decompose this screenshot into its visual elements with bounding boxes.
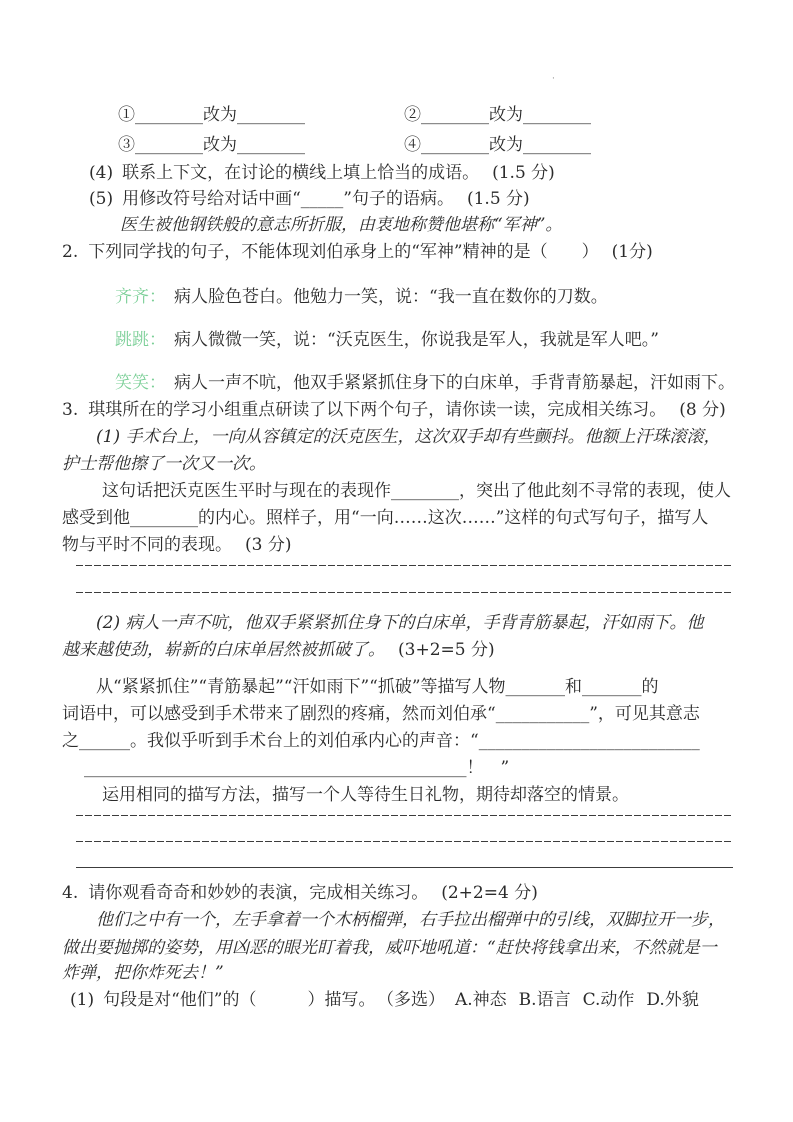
- choice-b: B.语言: [518, 990, 571, 1010]
- question-3-text: 琪琪所在的学习小组重点研读了以下两个句子，请你读一读，完成相关练习。: [88, 400, 667, 420]
- speaker-name-qiqi: 齐齐：: [115, 287, 166, 307]
- stray-mark: ·: [552, 74, 555, 84]
- sub-question-1: [62, 987, 733, 1014]
- choice-d: D.外貌: [646, 990, 699, 1010]
- analysis-1-line-1: 这句话把沃克医生平时与现在的表现作________，突出了他此刻不寻常的表现，使人: [102, 481, 731, 501]
- question-3-score: (8 分): [679, 400, 726, 420]
- choice-c: C.动作: [582, 990, 635, 1010]
- analysis-1-line-3: [62, 532, 733, 559]
- writing-task: 运用相同的描写方法，描写一个人等待生日礼物，期待却落空的情景。: [102, 785, 629, 805]
- analysis-1-score: (3 分): [245, 535, 292, 555]
- speaker-text-tiaotiao: 病人微微一笑，说：“沃克医生，你说我是军人，我就是军人吧。”: [174, 330, 659, 350]
- answer-line: [76, 842, 733, 868]
- item-5-text: 用修改符号给对话中画“_____”句子的语病。: [122, 189, 454, 209]
- question-2-score: (1分): [611, 242, 653, 262]
- exercise-item-5: [62, 186, 733, 212]
- passage-4-line-2: 做出要抛掷的姿势，用凶恶的眼光盯着我，威吓地吼道：“赶快将钱拿出来，不然就是一: [62, 938, 717, 958]
- speaker-option-xiaoxiao: [62, 370, 733, 397]
- question-3-stem: [62, 397, 733, 424]
- speaker-option-tiaotiao: [62, 327, 733, 354]
- question-4-text: 请你观看奇奇和妙妙的表演，完成相关练习。: [88, 883, 429, 903]
- exercise-item-4: [62, 160, 733, 186]
- choice-a: A.神态: [454, 990, 507, 1010]
- analysis-1-line-3-text: 物与平时不同的表现。: [62, 535, 232, 555]
- item-5-score: (1.5 分): [466, 189, 530, 209]
- fill-blank-4: ④________改为________: [404, 135, 591, 155]
- answer-line: [76, 816, 733, 842]
- analysis-2-line-1: 从“紧紧抓住”“青筋暴起”“汗如雨下”“抓破”等描写人物_______和_______的: [96, 677, 659, 697]
- fill-blank-3: ③________改为________: [118, 135, 305, 155]
- question-3-number: 3.: [62, 400, 79, 420]
- analysis-1-line-2: 感受到他________的内心。照样子，用“一向……这次……”这样的句式写句子，描写人: [62, 508, 709, 528]
- answer-line: [76, 559, 733, 566]
- speaker-text-xiaoxiao: 病人一声不吭，他双手紧紧抓住身下的白床单，手背青筋暴起，汗如雨下。: [174, 373, 735, 393]
- passage-2-line-1: (2) 病人一声不吭，他双手紧紧抓住身下的白床单，手背青筋暴起，汗如雨下。他: [96, 613, 704, 633]
- fill-blank-row-1: [62, 100, 733, 130]
- question-4-stem: [62, 880, 733, 907]
- speaker-name-tiaotiao: 跳跳：: [115, 330, 166, 350]
- multi-select-tag: （多选）: [385, 990, 445, 1010]
- speaker-text-qiqi: 病人脸色苍白。他勉力一笑，说：“我一直在数你的刀数。: [174, 287, 608, 307]
- passage-2-line-2-text: 越来越使劲，崭新的白床单居然被抓破了。: [62, 640, 385, 660]
- passage-4-line-3: 炸弹，把你炸死去！”: [62, 963, 224, 983]
- analysis-2-line-3: 之______。我似乎听到手术台上的刘伯承内心的声音：“__________________________: [62, 731, 700, 751]
- passage-1-line-2: 护士帮他擦了一次又一次。: [62, 454, 266, 474]
- passage-1-line-1: (1) 手术台上，一向从容镇定的沃克医生，这次双手却有些颤抖。他额上汗珠滚滚，: [96, 427, 721, 447]
- item-4-text: 联系上下文，在讨论的横线上填上恰当的成语。: [122, 163, 480, 183]
- item-4-score: (1.5 分): [492, 163, 555, 183]
- question-2-stem: [62, 239, 733, 266]
- answer-line: [76, 809, 733, 816]
- sub-question-1-text: 句段是对“他们”的（ ）描写。: [103, 990, 376, 1010]
- fill-blank-row-2: [62, 130, 733, 160]
- passage-2-line-2: [62, 637, 733, 664]
- sub-question-1-label: (1): [70, 990, 95, 1010]
- answer-line: [76, 566, 733, 593]
- fill-blank-2: ②________改为________: [404, 105, 591, 125]
- question-4-score: (2+2=4 分): [441, 883, 538, 903]
- quoted-sentence: 医生被他钢铁般的意志所折服，由衷地称赞他堪称“军神”。: [120, 215, 563, 235]
- question-2-number: 2.: [62, 242, 79, 262]
- item-5-label: (5): [89, 189, 114, 209]
- analysis-2-line-2: 词语中，可以感受到手术带来了剧烈的疼痛，然而刘伯承“___________”，可见其意志: [62, 704, 700, 724]
- item-4-label: (4): [89, 163, 114, 183]
- analysis-2-line-4: _____________________________________________！ ”: [84, 758, 510, 778]
- passage-2-score: (3+2=5 分): [398, 640, 495, 660]
- speaker-name-xiaoxiao: 笑笑：: [115, 373, 166, 393]
- fill-blank-1: ①________改为________: [118, 105, 305, 125]
- speaker-option-qiqi: [62, 284, 733, 311]
- passage-4-line-1: 他们之中有一个，左手拿着一个木柄榴弹，右手拉出榴弹中的引线，双脚拉开一步，: [96, 910, 725, 930]
- question-4-number: 4.: [62, 883, 79, 903]
- question-2-text: 下列同学找的句子，不能体现刘伯承身上的“军神”精神的是（ ）: [88, 242, 599, 262]
